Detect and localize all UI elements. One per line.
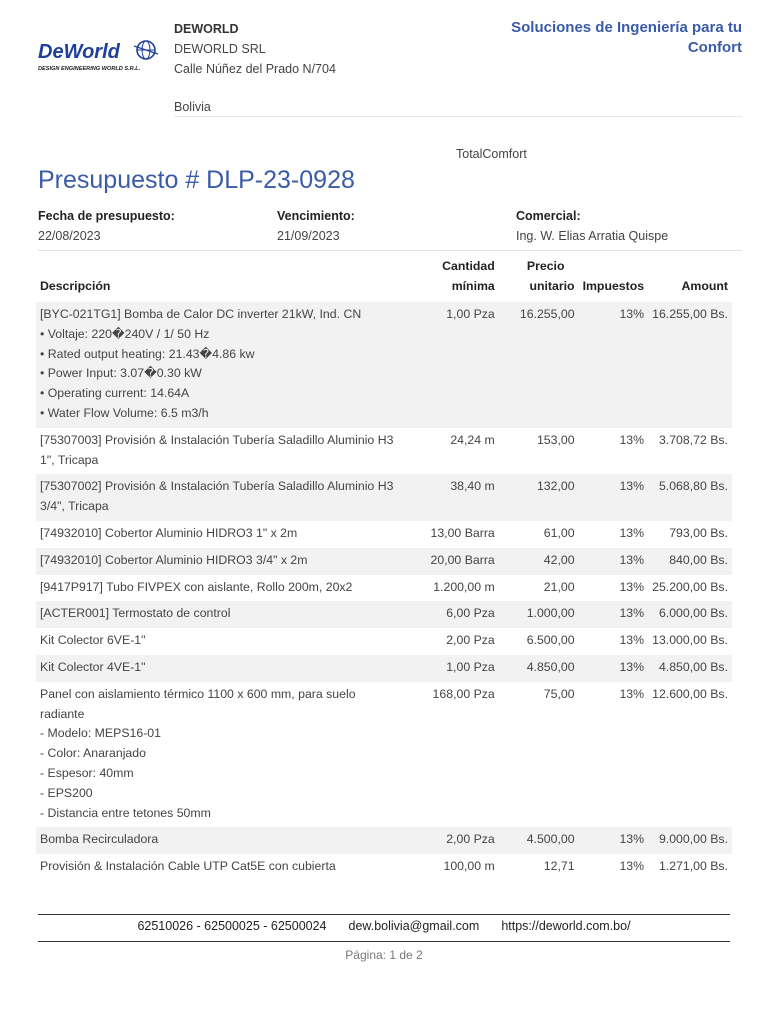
description-line: 1", Tricapa — [40, 452, 99, 467]
row-tax: 13% — [619, 686, 645, 701]
row-description — [36, 854, 413, 881]
row-tax: 13% — [619, 606, 645, 621]
quote-date-label: Fecha de presupuesto: — [38, 209, 175, 223]
description-line: Bomba Recirculadora — [40, 832, 159, 847]
quote-date-value: 22/08/2023 — [38, 229, 101, 243]
footer-phones: 62510026 - 62500025 - 62500024 — [137, 919, 327, 933]
row-tax: 13% — [619, 633, 645, 648]
company-logo — [38, 38, 160, 74]
description-line: • Rated output heating: 21.43�4.86 kw — [40, 346, 255, 361]
row-unit-price: 4.500,00 — [526, 832, 575, 847]
description-line: Kit Colector 6VE-1" — [40, 633, 146, 648]
footer-email[interactable]: dew.bolivia@gmail.com — [348, 919, 480, 933]
row-description — [36, 628, 413, 655]
description-line: [BYC-021TG1] Bomba de Calor DC inverter 21kW, Ind. CN — [40, 307, 362, 321]
row-amount: 840,00 Bs. — [669, 552, 728, 567]
row-amount: 12.600,00 Bs. — [652, 686, 728, 701]
description-line: • Water Flow Volume: 6.5 m3/h — [40, 405, 209, 420]
row-unit-price: 12,71 — [543, 859, 575, 874]
row-description — [36, 548, 413, 575]
description-line: 3/4", Tricapa — [40, 499, 109, 514]
row-quantity: 1.200,00 m — [433, 579, 495, 594]
table-row — [36, 601, 732, 628]
row-amount: 6.000,00 Bs. — [658, 606, 728, 621]
row-unit-price: 42,00 — [543, 552, 575, 567]
row-amount: 4.850,00 Bs. — [658, 659, 728, 674]
row-amount: 13.000,00 Bs. — [652, 633, 728, 648]
col-amount: Amount — [681, 279, 728, 293]
description-line: [74932010] Cobertor Aluminio HIDRO3 3/4" x 2m — [40, 552, 308, 567]
table-row — [36, 521, 732, 548]
company-info — [174, 19, 336, 117]
row-tax: 13% — [619, 307, 645, 321]
company-country: Bolivia — [174, 100, 211, 114]
col-quantity: Cantidad mínima — [442, 259, 495, 293]
row-amount: 3.708,72 Bs. — [658, 432, 728, 447]
salesperson-value: Ing. W. Elias Arratia Quispe — [516, 229, 669, 243]
row-tax: 13% — [619, 859, 645, 874]
row-quantity: 38,40 m — [450, 479, 495, 494]
row-description — [36, 601, 413, 628]
row-description — [36, 474, 413, 521]
header-divider — [174, 116, 742, 117]
row-amount: 1.271,00 Bs. — [658, 859, 728, 874]
table-row — [36, 548, 732, 575]
brand-label: TotalComfort — [456, 147, 527, 161]
quote-lines-table — [36, 253, 732, 881]
salesperson-label: Comercial: — [516, 209, 581, 223]
table-row — [36, 682, 732, 828]
logo-subtext: DESIGN ENGINEERING WORLD S.R.L. — [38, 66, 141, 72]
logo-wordmark: DeWorld — [38, 41, 120, 63]
row-description — [36, 302, 413, 428]
col-unit-price: Precio unitario — [526, 259, 575, 293]
row-unit-price: 21,00 — [543, 579, 575, 594]
table-row — [36, 628, 732, 655]
row-tax: 13% — [619, 579, 645, 594]
row-quantity: 24,24 m — [450, 432, 495, 447]
col-description: Descripción — [40, 279, 111, 293]
description-line: • Operating current: 14.64A — [40, 386, 190, 401]
due-date-block — [277, 206, 355, 246]
quote-date-block — [38, 206, 175, 246]
row-amount: 5.068,80 Bs. — [658, 479, 728, 494]
description-line: [ACTER001] Termostato de control — [40, 606, 231, 621]
row-quantity: 2,00 Pza — [446, 832, 495, 847]
row-quantity: 168,00 Pza — [432, 686, 495, 701]
row-quantity: 2,00 Pza — [446, 633, 495, 648]
row-quantity: 100,00 m — [443, 859, 495, 874]
footer-divider-bottom — [38, 941, 730, 942]
row-quantity: 1,00 Pza — [446, 307, 495, 321]
row-tax: 13% — [619, 659, 645, 674]
company-address: Calle Núñez del Prado N/704 — [174, 62, 336, 76]
footer-website[interactable]: https://deworld.com.bo/ — [501, 919, 631, 933]
description-line: - Espesor: 40mm — [40, 765, 134, 780]
description-line: - Distancia entre tetones 50mm — [40, 805, 211, 820]
table-row — [36, 474, 732, 521]
table-header-row — [36, 253, 732, 302]
document-title: Presupuesto # DLP-23-0928 — [38, 166, 355, 194]
row-tax: 13% — [619, 479, 645, 494]
row-unit-price: 6.500,00 — [526, 633, 575, 648]
row-unit-price: 132,00 — [536, 479, 575, 494]
row-description — [36, 827, 413, 854]
row-amount: 793,00 Bs. — [669, 525, 728, 540]
row-unit-price: 16.255,00 — [519, 307, 575, 321]
row-amount: 25.200,00 Bs. — [652, 579, 728, 594]
globe-icon — [38, 38, 160, 74]
table-row — [36, 428, 732, 475]
due-date-label: Vencimiento: — [277, 209, 355, 223]
row-tax: 13% — [619, 832, 645, 847]
row-quantity: 20,00 Barra — [430, 552, 495, 567]
row-unit-price: 4.850,00 — [526, 659, 575, 674]
row-amount: 9.000,00 Bs. — [658, 832, 728, 847]
description-line: - EPS200 — [40, 785, 93, 800]
description-line: Panel con aislamiento térmico 1100 x 600 mm, para suelo — [40, 686, 356, 701]
row-quantity: 6,00 Pza — [446, 606, 495, 621]
row-quantity: 1,00 Pza — [446, 659, 495, 674]
due-date-value: 21/09/2023 — [277, 229, 340, 243]
row-unit-price: 61,00 — [543, 525, 575, 540]
row-description — [36, 521, 413, 548]
row-tax: 13% — [619, 525, 645, 540]
row-description — [36, 428, 413, 475]
description-line: - Modelo: MEPS16-01 — [40, 726, 161, 741]
description-line: • Voltaje: 220�240V / 1/ 50 Hz — [40, 326, 210, 341]
row-amount: 16.255,00 Bs. — [652, 307, 728, 321]
row-description — [36, 682, 413, 828]
company-tagline: Soluciones de Ingeniería para tu Confort — [511, 19, 742, 56]
description-line: [9417P917] Tubo FIVPEX con aislante, Rollo 200m, 20x2 — [40, 579, 353, 594]
description-line: • Power Input: 3.07�0.30 kW — [40, 366, 202, 381]
table-row — [36, 655, 732, 682]
row-description — [36, 575, 413, 602]
table-body — [36, 302, 732, 881]
page-number: Página: 1 de 2 — [345, 948, 423, 962]
row-unit-price: 153,00 — [536, 432, 575, 447]
description-line: Kit Colector 4VE-1" — [40, 659, 146, 674]
row-unit-price: 1.000,00 — [526, 606, 575, 621]
table-row — [36, 302, 732, 428]
description-line: [75307003] Provisión & Instalación Tubería Saladillo Aluminio H3 — [40, 432, 394, 447]
row-tax: 13% — [619, 432, 645, 447]
table-row — [36, 854, 732, 881]
salesperson-block — [516, 206, 668, 246]
row-unit-price: 75,00 — [543, 686, 575, 701]
info-divider — [38, 250, 742, 251]
company-legal-name: DEWORLD SRL — [174, 42, 266, 56]
row-tax: 13% — [619, 552, 645, 567]
description-line: [74932010] Cobertor Aluminio HIDRO3 1" x 2m — [40, 525, 298, 540]
table-row — [36, 827, 732, 854]
description-line: - Color: Anaranjado — [40, 746, 146, 761]
row-description — [36, 655, 413, 682]
col-taxes: Impuestos — [582, 279, 645, 293]
row-quantity: 13,00 Barra — [430, 525, 495, 540]
footer-contacts — [38, 919, 730, 933]
description-line: [75307002] Provisión & Instalación Tubería Saladillo Aluminio H3 — [40, 479, 394, 494]
company-name: DEWORLD — [174, 22, 239, 36]
table-row — [36, 575, 732, 602]
footer-divider-top — [38, 914, 730, 915]
description-line: radiante — [40, 706, 85, 721]
description-line: Provisión & Instalación Cable UTP Cat5E con cubierta — [40, 859, 336, 874]
